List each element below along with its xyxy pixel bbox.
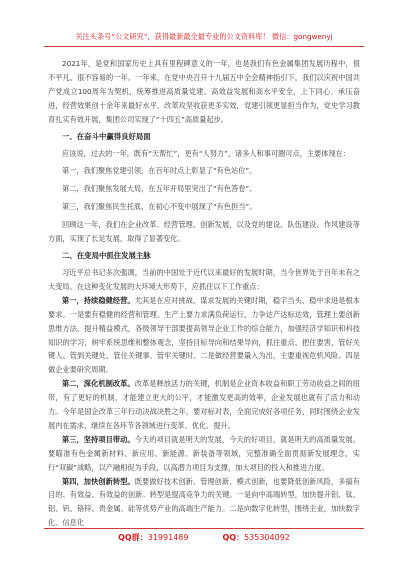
intro-paragraph: 2021年，是党和国家历史上具有里程碑意义的一年，也是我们有色金属集团发展历程中，很不平凡、很不容易的一年。一年来，在党中央召开十九届五中全会精神指引下，我们以庆祝中国共产党成立100周年为契机，统筹推进高质量党建、高效益发展和高水平安全，上下同心、承压奋进，经营效果创十余年来最好水平，改革攻坚收获更多实效，党建引领更显担当作为，党史学习教育扎实有效开展，集团公司实现了“十四五”高质量起步。	[48, 59, 360, 124]
item-2-lead: 第二，深化机制改革。	[62, 379, 135, 389]
item-2	[48, 377, 360, 433]
qq-group	[118, 529, 188, 547]
section2-intro: 习近平总书记多次强调，当前的中国处于近代以来最好的发展时期，当今世界处于百年未有之大变局。在这种变化发展的大环境大形势下，应抓住以下工作重点：	[48, 267, 360, 291]
qq-contact-label: QQ：	[222, 533, 245, 542]
item-4-text: 既要做好技术创新、管理创新、模式创新，也要降低创新风险，多搞有目的、有效益、有效益的创新。转型是提高竞争力的关键。一是向中高端转型，加快提升铝、钛、铝、钒、铬锌、贵金属、硅等优势产业的高端生产能力。二是向数字化转型，围绕主业，加快数字化、信息化	[48, 476, 360, 528]
point-1: 第一，我们聚焦党建引领，在百年时点上彰显了“有色站位”。	[62, 166, 257, 176]
item-1	[48, 294, 360, 377]
point-2: 第二，我们聚焦发展大局，在五年开局里突出了“有色答卷”。	[62, 184, 257, 194]
section1-summary: 回顾这一年，我们在企业改革、经营管理、创新发展，以及党的建设、队伍建设、作风建设等方面，实现了长足发展，取得了显著变化。	[48, 220, 360, 244]
section-heading-2: 二、在变局中抓住发展主脉	[62, 250, 151, 260]
item-3-lead: 第三，坚持项目带动。	[62, 434, 135, 444]
footer-contact-bar	[44, 528, 364, 547]
qq-group-label: QQ群：	[118, 533, 148, 542]
item-2-text: 改革是释放活力的关键，机制是企业资本收益和职工劳动收益之间的纽带，有了更好的机制，才能建立更大的公平，才能激发更高的效率，企业发展也就有了活力和动力。今年是国企改革三年行动决战决胜之年，要对标对表，全面完成好各项任务，同时围绕企业发展内在需求，继续在各环节各领域进行变革、优化、提升。	[48, 379, 360, 430]
section-heading-1: 一、在奋斗中赢得良好局面	[62, 131, 151, 141]
header-banner: 关注头条号“公文研究”，获得最新最全最专业的公文资料库！ 微信：gongwenyj	[44, 30, 364, 47]
item-1-text: 尤其是在应对挑战、谋求发展的关键时期，稳字当头、稳中求进是根本要求。一是要有稳健的经营和管理。生产上要力求满负荷运行，力争达产达标达效，管理上要创新思维方法，提升精益模式，各级领导干部要提高领导企业工作的综合能力，加强经济学知识和科技知识的学习，树牢系统思维和整体观念，坚持目标导向和结果导向，抓住重点、把住要害，管好关键人、管到关键处、管住关键事、管牢关键时。二是做经营要量入为出，主要重视危机风险。四是做企业要研究周期。	[48, 295, 360, 375]
qq-contact-number: 535304092	[244, 533, 290, 542]
item-1-lead: 第一，持续稳健经营。	[62, 295, 135, 305]
section1-paragraph: 应该说，过去的一年，既有“天帮忙”，更有“人努力”，诸多人和事可圈可点，主要体现在：	[62, 148, 351, 158]
point-3: 第三，我们聚焦民生托底，在初心不变中展现了“有色担当”。	[62, 202, 257, 212]
document-body	[48, 57, 360, 530]
item-4	[48, 475, 360, 531]
qq-group-number: 31991489	[147, 533, 189, 542]
qq-contact	[222, 529, 289, 547]
item-3-text: 今天的项目就是明天的发展，今天的好项目，就是明天的高质量发展。要瞄准有色金属新材料、新应用、新能源、新装备等领域，完整准确全面贯彻新发展理念，实行“双碳”战略，以产融相促为手段，以高潜力项目为支撑，加大项目的投入和推进力度。	[48, 434, 360, 472]
item-3	[48, 433, 360, 475]
item-4-lead: 第四，加快创新转型。	[62, 476, 135, 486]
